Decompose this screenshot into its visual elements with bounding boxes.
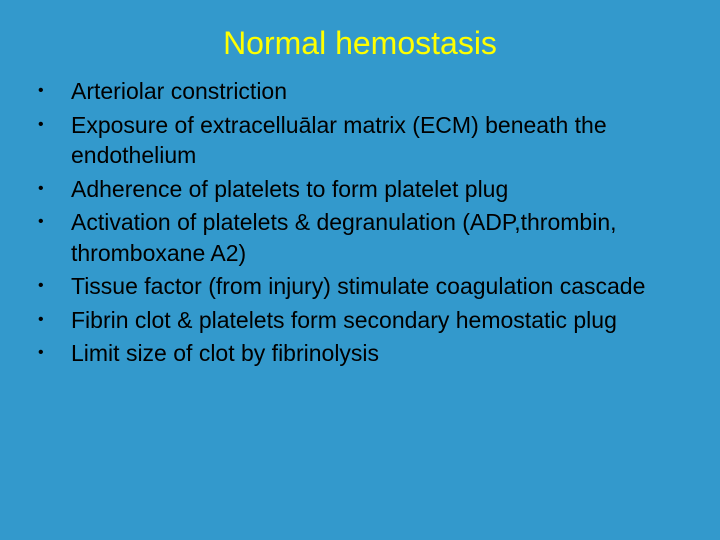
bullet-text: Limit size of clot by fibrinolysis <box>71 340 380 366</box>
bullet-item <box>38 305 698 336</box>
bullet-dot-icon: • <box>38 115 44 133</box>
bullet-text: Fibrin clot & platelets form secondary hemostatic plug <box>71 306 617 333</box>
bullet-dot-icon: • <box>38 310 44 328</box>
bullet-dot-icon: • <box>38 277 44 294</box>
bullet-text: Adherence of platelets to form platelet plug <box>71 175 509 202</box>
bullet-text: Tissue factor (from injury) stimulate coagulation cascade <box>71 273 646 299</box>
bullet-dot-icon: • <box>38 344 44 361</box>
bullet-item <box>38 76 698 107</box>
bullet-item <box>38 271 698 302</box>
bullet-dot-icon: • <box>38 213 44 230</box>
bullet-dot-icon: • <box>38 82 44 99</box>
slide-title: Normal hemostasis <box>223 25 497 61</box>
bullet-item <box>38 110 698 171</box>
bullet-text: Activation of platelets & degranulation (ADP,thrombin, thromboxane A2) <box>71 209 617 266</box>
bullet-text: Arteriolar constriction <box>71 78 288 104</box>
bullet-item <box>38 207 698 268</box>
bullet-text: Exposure of extracelluālar matrix (ECM) beneath the endothelium <box>71 111 607 168</box>
bullet-item <box>38 338 698 369</box>
bullet-list <box>38 76 698 372</box>
bullet-item <box>38 174 698 205</box>
bullet-dot-icon: • <box>38 179 44 197</box>
